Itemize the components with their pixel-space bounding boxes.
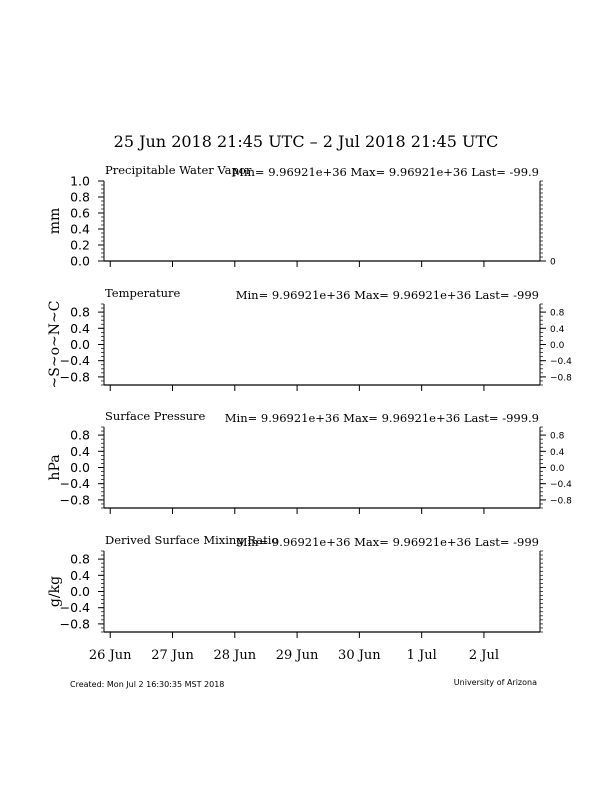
y-axis-label: mm: [47, 207, 63, 235]
right-tick-label: −0.4: [550, 357, 572, 368]
right-tick-label: 0.8: [550, 431, 565, 442]
panel-stats: Min= 9.96921e+36 Max= 9.96921e+36 Last= -999: [235, 535, 539, 549]
panel-2: [47, 286, 572, 391]
right-tick-label: −0.8: [550, 496, 572, 507]
left-tick-label: 1.0: [70, 173, 90, 189]
left-tick-label: 0.4: [70, 320, 90, 336]
left-tick-label: −0.4: [59, 476, 90, 492]
panel-4: [47, 533, 543, 638]
left-tick-label: 0.0: [70, 584, 90, 599]
x-tick-label: 28 Jun: [213, 648, 257, 663]
left-tick-label: 0.4: [70, 221, 90, 237]
left-tick-label: −0.4: [59, 353, 90, 369]
left-tick-label: −0.4: [59, 600, 90, 616]
right-tick-label: 0.8: [550, 308, 565, 319]
left-tick-label: 0.2: [70, 237, 90, 253]
x-tick-label: 1 Jul: [406, 648, 437, 663]
left-tick-label: 0.0: [70, 460, 90, 475]
x-tick-label: 2 Jul: [468, 648, 500, 663]
panel-stats: Min= 9.96921e+36 Max= 9.96921e+36 Last= -999.9: [224, 411, 539, 425]
right-tick-label: 0.4: [550, 324, 565, 335]
panel-title: Surface Pressure: [105, 409, 206, 423]
panel-title: Precipitable Water Vapor: [105, 163, 252, 177]
left-tick-label: 0.8: [70, 189, 90, 205]
right-tick-label: 0: [550, 257, 556, 268]
x-tick-label: 26 Jun: [88, 648, 132, 663]
left-tick-label: −0.8: [59, 492, 90, 508]
x-tick-label: 27 Jun: [151, 648, 194, 663]
left-tick-label: 0.8: [70, 427, 90, 443]
y-axis-label: hPa: [47, 454, 63, 481]
left-tick-label: 0.4: [70, 567, 90, 583]
right-tick-label: −0.4: [550, 480, 572, 491]
panel-stats: Min= 9.96921e+36 Max= 9.96921e+36 Last= -999: [235, 288, 539, 302]
left-tick-label: 0.0: [70, 253, 90, 269]
left-tick-label: −0.8: [59, 369, 90, 385]
panel-stats: Min= 9.96921e+36 Max= 9.96921e+36 Last= -99.9: [232, 165, 539, 179]
panel-1: [47, 163, 556, 269]
right-tick-label: 0.4: [550, 447, 565, 458]
left-tick-label: 0.0: [70, 337, 90, 352]
y-axis-label: g/kg: [47, 575, 63, 608]
left-tick-label: 0.8: [70, 551, 90, 567]
right-tick-label: −0.8: [550, 373, 572, 384]
left-tick-label: 0.4: [70, 443, 90, 459]
panel-title: Temperature: [105, 286, 181, 300]
left-tick-label: 0.6: [70, 205, 90, 221]
left-tick-label: 0.8: [70, 304, 90, 320]
panel-3: [47, 409, 572, 514]
x-tick-label: 29 Jun: [275, 648, 319, 663]
right-tick-label: 0.0: [550, 341, 565, 351]
right-tick-label: 0.0: [550, 464, 565, 474]
chart-title: 25 Jun 2018 21:45 UTC – 2 Jul 2018 21:45 UTC: [113, 132, 499, 151]
left-tick-label: −0.8: [59, 616, 90, 632]
x-tick-label: 30 Jun: [338, 648, 381, 663]
panel-title: Derived Surface Mixing Ratio: [105, 533, 279, 547]
institution-label: University of Arizona: [453, 678, 537, 687]
created-timestamp: Created: Mon Jul 2 16:30:35 MST 2018: [70, 680, 225, 689]
y-axis-label: ~S~o~N~C: [47, 300, 63, 389]
